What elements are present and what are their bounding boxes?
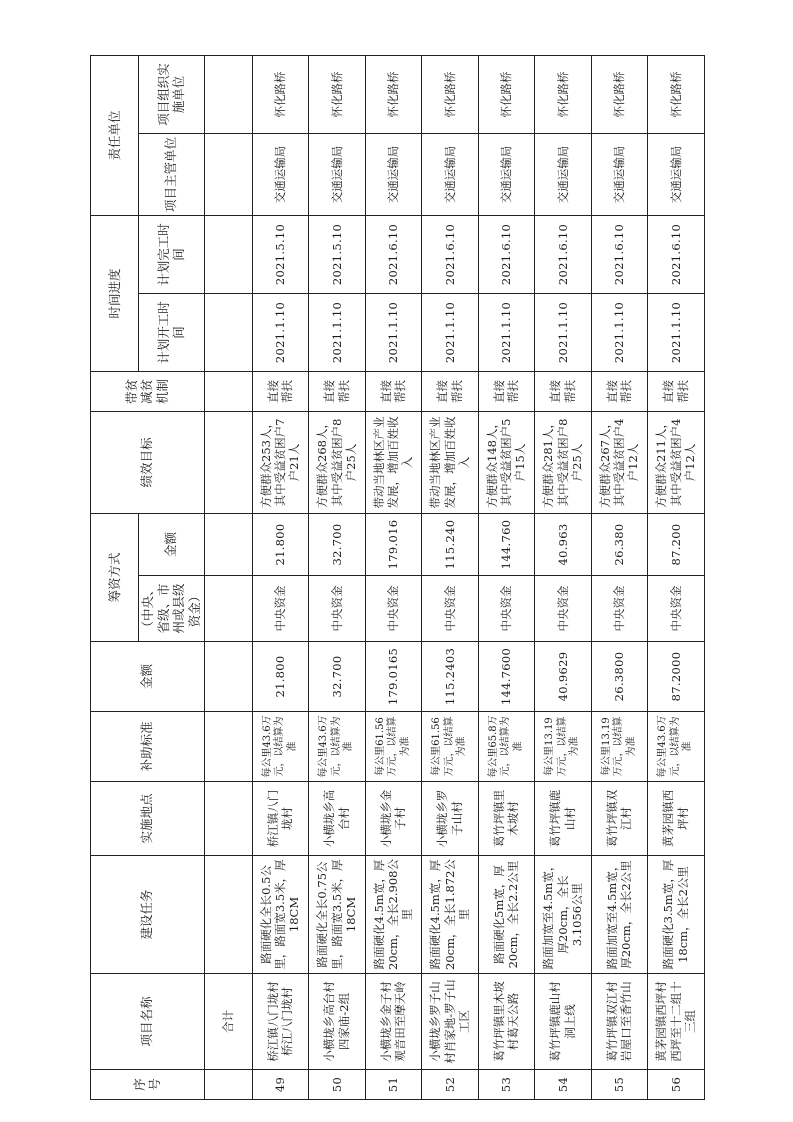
task-cell: 路面硬化4.5m宽，厚20cm，全长1.872公里 <box>422 856 479 974</box>
funding-amount-cell: 144.760 <box>478 513 535 575</box>
header-site: 实施地点 <box>91 782 205 856</box>
resp-org-cell: 怀化路桥 <box>252 55 309 133</box>
resp-org-cell: 怀化路桥 <box>309 55 366 133</box>
project-name-cell: 黄茅园镇西坪村西坪至十二组十三组 <box>648 974 705 1070</box>
resp-main-cell: 交通运输局 <box>591 133 648 215</box>
header-resp: 责任单位 <box>91 55 139 215</box>
task-cell: 路面硬化3.5m宽，厚18cm，全长2公里 <box>648 856 705 974</box>
project-name-cell: 小横垅乡金子村观音田至摩天岭 <box>365 974 422 1070</box>
amount-cell: 179.0165 <box>365 642 422 712</box>
mechanism-cell: 直接帮扶 <box>648 371 705 411</box>
amount-cell: 87.2000 <box>648 642 705 712</box>
header-mechanism: 带贫减贫机制 <box>91 371 205 411</box>
header-resp-main: 项目主管单位 <box>139 133 205 215</box>
total-empty-cell <box>204 411 252 513</box>
site-cell: 桥江镇八门垅村 <box>252 782 309 856</box>
seq-cell: 52 <box>422 1070 479 1100</box>
funding-source-cell: 中央资金 <box>648 576 705 642</box>
end-date-cell: 2021.6.10 <box>365 215 422 293</box>
task-cell: 路面加宽至4.5m宽，厚20cm，全长3.1056公里 <box>535 856 592 974</box>
funding-source-cell: 中央资金 <box>591 576 648 642</box>
resp-main-cell: 交通运输局 <box>648 133 705 215</box>
site-cell: 葛竹坪镇鹿山村 <box>535 782 592 856</box>
funding-amount-cell: 26.380 <box>591 513 648 575</box>
resp-main-cell: 交通运输局 <box>309 133 366 215</box>
resp-org-cell: 怀化路桥 <box>422 55 479 133</box>
resp-main-cell: 交通运输局 <box>252 133 309 215</box>
table-row <box>365 55 422 1099</box>
start-date-cell: 2021.1.10 <box>535 293 592 371</box>
project-name-cell: 小横垅乡罗子山村肖家地-罗子山工区 <box>422 974 479 1070</box>
task-cell: 路面加宽至4.5m宽，厚20cm，全长2公里 <box>591 856 648 974</box>
resp-main-cell: 交通运输局 <box>535 133 592 215</box>
goal-cell: 方便群众267人，其中受益贫困户4户12人 <box>591 411 648 513</box>
goal-cell: 方便群众211人，其中受益贫困户4户12人 <box>648 411 705 513</box>
table-row <box>309 55 366 1099</box>
table-row <box>591 55 648 1099</box>
funding-source-cell: 中央资金 <box>478 576 535 642</box>
subsidy-cell: 每公里13.19万元，以结算为准 <box>535 712 592 782</box>
header-end: 计划完工时间 <box>139 215 205 293</box>
task-cell: 路面硬化4.5m宽，厚20cm，全长2.908公里 <box>365 856 422 974</box>
site-cell: 小横垅乡金子村 <box>365 782 422 856</box>
funding-amount-cell: 32.700 <box>309 513 366 575</box>
funding-source-cell: 中央资金 <box>252 576 309 642</box>
mechanism-cell: 直接帮扶 <box>309 371 366 411</box>
start-date-cell: 2021.1.10 <box>648 293 705 371</box>
start-date-cell: 2021.1.10 <box>422 293 479 371</box>
header-funding-amount: 金额 <box>139 513 205 575</box>
mechanism-cell: 直接帮扶 <box>422 371 479 411</box>
goal-cell: 方便群众268人，其中受益贫困户8户25人 <box>309 411 366 513</box>
header-start: 计划开工时间 <box>139 293 205 371</box>
funding-source-cell: 中央资金 <box>422 576 479 642</box>
rotated-table-page <box>90 56 700 1100</box>
total-row <box>204 55 252 1099</box>
start-date-cell: 2021.1.10 <box>478 293 535 371</box>
project-name-cell: 葛竹坪镇双江村岩屋口至香竹山 <box>591 974 648 1070</box>
site-cell: 葛竹坪镇双江村 <box>591 782 648 856</box>
end-date-cell: 2021.5.10 <box>252 215 309 293</box>
amount-cell: 21.800 <box>252 642 309 712</box>
header-funding: 筹资方式 <box>91 513 139 641</box>
task-cell: 路面硬化全长0.5公里，路面宽3.5米，厚18CM <box>252 856 309 974</box>
project-name-cell: 桥江镇八门垅村桥江八门垅村 <box>252 974 309 1070</box>
goal-cell: 带动当地林区产业发展，增加百姓收入 <box>365 411 422 513</box>
resp-org-cell: 怀化路桥 <box>365 55 422 133</box>
amount-cell: 32.700 <box>309 642 366 712</box>
total-empty-cell <box>204 856 252 974</box>
amount-cell: 115.2403 <box>422 642 479 712</box>
subsidy-cell: 每公里43.6万元，以结算为准 <box>648 712 705 782</box>
header-row-1 <box>91 55 139 1099</box>
total-empty-cell <box>204 782 252 856</box>
site-cell: 葛竹坪镇里木坡村 <box>478 782 535 856</box>
start-date-cell: 2021.1.10 <box>252 293 309 371</box>
header-schedule: 时间进度 <box>91 215 139 371</box>
total-empty-cell <box>204 371 252 411</box>
total-seq-cell <box>204 1070 252 1100</box>
total-empty-cell <box>204 293 252 371</box>
amount-cell: 144.7600 <box>478 642 535 712</box>
table-row <box>535 55 592 1099</box>
table-row <box>648 55 705 1099</box>
total-empty-cell <box>204 642 252 712</box>
seq-cell: 56 <box>648 1070 705 1100</box>
header-task: 建设任务 <box>91 856 205 974</box>
end-date-cell: 2021.6.10 <box>591 215 648 293</box>
seq-cell: 54 <box>535 1070 592 1100</box>
end-date-cell: 2021.6.10 <box>535 215 592 293</box>
end-date-cell: 2021.6.10 <box>422 215 479 293</box>
header-goal: 绩效目标 <box>91 411 205 513</box>
table-row <box>422 55 479 1099</box>
seq-cell: 55 <box>591 1070 648 1100</box>
header-amount: 金额 <box>91 642 205 712</box>
end-date-cell: 2021.6.10 <box>648 215 705 293</box>
total-empty-cell <box>204 215 252 293</box>
start-date-cell: 2021.1.10 <box>365 293 422 371</box>
end-date-cell: 2021.5.10 <box>309 215 366 293</box>
end-date-cell: 2021.6.10 <box>478 215 535 293</box>
resp-main-cell: 交通运输局 <box>365 133 422 215</box>
subsidy-cell: 每公里43.6万元，以结算为准 <box>252 712 309 782</box>
seq-cell: 49 <box>252 1070 309 1100</box>
resp-main-cell: 交通运输局 <box>478 133 535 215</box>
site-cell: 小横垅乡罗子山村 <box>422 782 479 856</box>
resp-org-cell: 怀化路桥 <box>591 55 648 133</box>
mechanism-cell: 直接帮扶 <box>252 371 309 411</box>
header-seq: 序号 <box>91 1070 205 1100</box>
total-empty-cell <box>204 576 252 642</box>
subsidy-cell: 每公里13.19万元，以结算为准 <box>591 712 648 782</box>
resp-org-cell: 怀化路桥 <box>648 55 705 133</box>
funding-amount-cell: 179.016 <box>365 513 422 575</box>
goal-cell: 方便群众253人，其中受益贫困户7户21人 <box>252 411 309 513</box>
subsidy-cell: 每公里61.56万元，以结算为准 <box>365 712 422 782</box>
header-subsidy: 补助标准 <box>91 712 205 782</box>
subsidy-cell: 每公里65.8万元，以结算为准 <box>478 712 535 782</box>
total-empty-cell <box>204 133 252 215</box>
goal-cell: 带动当地林区产业发展，增加百姓收入 <box>422 411 479 513</box>
mechanism-cell: 直接帮扶 <box>478 371 535 411</box>
total-empty-cell <box>204 712 252 782</box>
mechanism-cell: 直接帮扶 <box>535 371 592 411</box>
amount-cell: 40.9629 <box>535 642 592 712</box>
table-row <box>252 55 309 1099</box>
resp-org-cell: 怀化路桥 <box>478 55 535 133</box>
site-cell: 小横垅乡高台村 <box>309 782 366 856</box>
task-cell: 路面硬化全长0.75公里，路面宽3.5米，厚18CM <box>309 856 366 974</box>
total-empty-cell <box>204 513 252 575</box>
project-table <box>90 55 705 1100</box>
funding-amount-cell: 115.240 <box>422 513 479 575</box>
funding-amount-cell: 21.800 <box>252 513 309 575</box>
header-resp-org: 项目组织实施单位 <box>139 55 205 133</box>
subsidy-cell: 每公里43.6万元，以结算为准 <box>309 712 366 782</box>
site-cell: 黄茅园镇西坪村 <box>648 782 705 856</box>
mechanism-cell: 直接帮扶 <box>591 371 648 411</box>
task-cell: 路面硬化5m宽，厚20cm，全长2.2公里 <box>478 856 535 974</box>
header-name: 项目名称 <box>91 974 205 1070</box>
funding-source-cell: 中央资金 <box>365 576 422 642</box>
funding-source-cell: 中央资金 <box>309 576 366 642</box>
table-row <box>478 55 535 1099</box>
project-name-cell: 葛竹坪镇里木坡村葛天公路 <box>478 974 535 1070</box>
total-empty-cell <box>204 55 252 133</box>
seq-cell: 51 <box>365 1070 422 1100</box>
subsidy-cell: 每公里61.56万元，以结算为准 <box>422 712 479 782</box>
seq-cell: 50 <box>309 1070 366 1100</box>
header-funding-source: （中央、省级、市州或县级资金） <box>139 576 205 642</box>
resp-org-cell: 怀化路桥 <box>535 55 592 133</box>
amount-cell: 26.3800 <box>591 642 648 712</box>
resp-main-cell: 交通运输局 <box>422 133 479 215</box>
start-date-cell: 2021.1.10 <box>591 293 648 371</box>
funding-amount-cell: 87.200 <box>648 513 705 575</box>
goal-cell: 方便群众148人，其中受益贫困户5户15人 <box>478 411 535 513</box>
mechanism-cell: 直接帮扶 <box>365 371 422 411</box>
goal-cell: 方便群众281人，其中受益贫困户8户25人 <box>535 411 592 513</box>
project-name-cell: 小横垅乡高台村四家庙-2组 <box>309 974 366 1070</box>
seq-cell: 53 <box>478 1070 535 1100</box>
start-date-cell: 2021.1.10 <box>309 293 366 371</box>
project-name-cell: 葛竹坪镇鹿山村洞上线 <box>535 974 592 1070</box>
total-label: 合计 <box>204 974 252 1070</box>
funding-source-cell: 中央资金 <box>535 576 592 642</box>
funding-amount-cell: 40.963 <box>535 513 592 575</box>
